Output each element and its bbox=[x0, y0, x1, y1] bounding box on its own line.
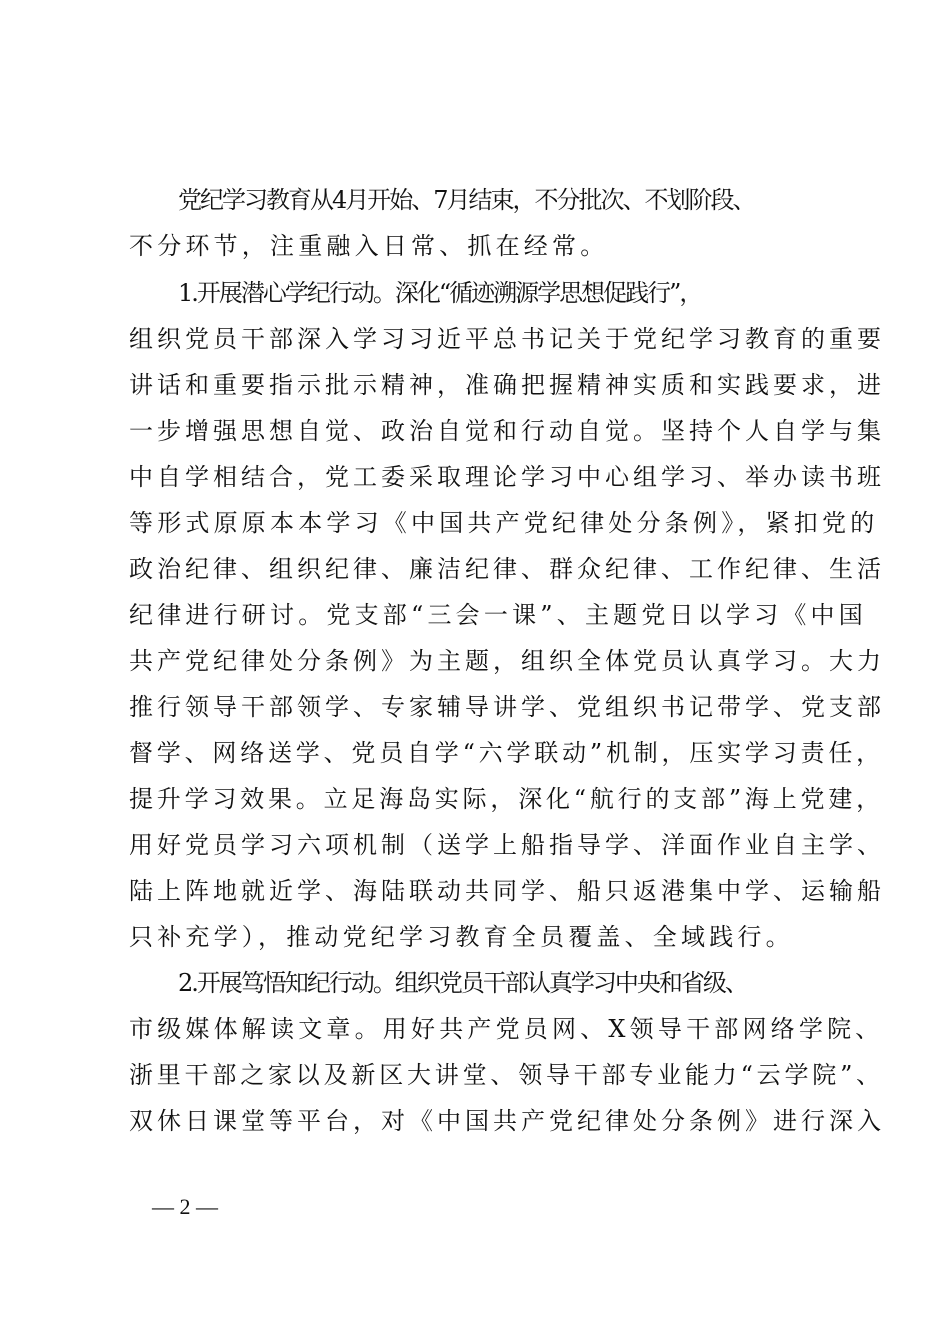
text-line: 双休日课堂等平台，对《中国共产党纪律处分条例》进行深入 bbox=[129, 1107, 885, 1135]
text-line: 推行领导干部领学、专家辅导讲学、党组织书记带学、党支部 bbox=[129, 693, 885, 721]
page-number: — 2 — bbox=[152, 1194, 218, 1219]
text-line: 督学、网络送学、党员自学“六学联动”机制，压实学习责任， bbox=[129, 739, 884, 767]
text-line: 纪律进行研讨。党支部“三会一课”、主题党日以学习《中国 bbox=[129, 601, 867, 629]
text-line: 陆上阵地就近学、海陆联动共同学、船只返港集中学、运输船 bbox=[129, 877, 885, 905]
text-line: 2.开展笃悟知纪行动。组织党员干部认真学习中央和省级、 bbox=[178, 969, 747, 997]
text-line: 中自学相结合，党工委采取理论学习中心组学习、举办读书班 bbox=[129, 463, 885, 491]
text-line: 组织党员干部深入学习习近平总书记关于党纪学习教育的重要 bbox=[129, 325, 885, 353]
text-line: 提升学习效果。立足海岛实际，深化“航行的支部”海上党建， bbox=[129, 785, 884, 813]
text-line: 只补充学），推动党纪学习教育全员覆盖、全域践行。 bbox=[129, 923, 794, 951]
text-line: 讲话和重要指示批示精神，准确把握精神实质和实践要求，进 bbox=[129, 371, 885, 399]
text-line: 不分环节，注重融入日常、抓在经常。 bbox=[129, 232, 609, 260]
text-line: 政治纪律、组织纪律、廉洁纪律、群众纪律、工作纪律、生活 bbox=[129, 555, 885, 583]
text-line: 市级媒体解读文章。用好共产党员网、X领导干部网络学院、 bbox=[129, 1015, 884, 1043]
text-line: 等形式原原本本学习《中国共产党纪律处分条例》，紧扣党的 bbox=[129, 509, 879, 537]
text-line: 1.开展潜心学纪行动。深化“循迹溯源学思想促践行”， bbox=[178, 279, 702, 307]
text-line: 浙里干部之家以及新区大讲堂、领导干部专业能力“云学院”、 bbox=[129, 1061, 884, 1089]
text-line: 共产党纪律处分条例》为主题，组织全体党员认真学习。大力 bbox=[129, 647, 885, 675]
text-line: 一步增强思想自觉、政治自觉和行动自觉。坚持个人自学与集 bbox=[129, 417, 885, 445]
text-line: 用好党员学习六项机制（送学上船指导学、洋面作业自主学、 bbox=[129, 831, 885, 859]
text-line: 党纪学习教育从4月开始、7月结束，不分批次、不划阶段、 bbox=[178, 186, 755, 214]
